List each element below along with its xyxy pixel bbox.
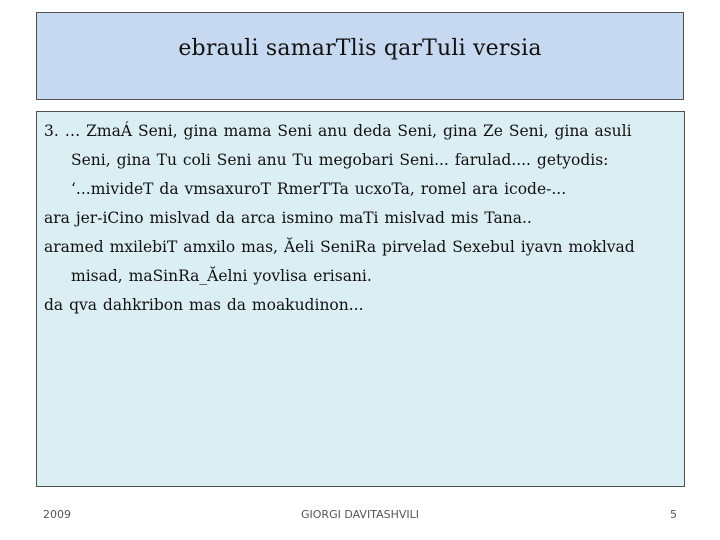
footer-page-number: 5 xyxy=(670,508,677,521)
paragraph-2: ara jer-iCino mislvad da arca ismino maTi mislvad mis Tana.. xyxy=(44,209,532,227)
content-box xyxy=(36,111,685,487)
title-box xyxy=(36,12,684,100)
footer-author: GIORGI DAVITASHVILI xyxy=(301,508,419,521)
slide-title: ebrauli samarTlis qarTuli versia xyxy=(178,36,542,61)
footer-year: 2009 xyxy=(43,508,71,521)
paragraph-1: 3. … ZmaÁ Seni, gina mama Seni anu deda Seni, gina Ze Seni, gina asuli Seni, gina Tu coli Seni anu Tu megobari Seni... farulad.... getyodis: ‘...mivideT da vmsaxuroT RmerTTa ucxoTa, romel ara icode-... xyxy=(44,122,632,198)
paragraph-4: da qva dahkribon mas da moakudinon... xyxy=(44,296,364,314)
paragraph-3: aramed mxilebiT amxilo mas, Ăeli SeniRa pirvelad Sexebul iyavn moklvad misad, maSinRa_Ăelni yovlisa erisani. xyxy=(44,238,635,285)
